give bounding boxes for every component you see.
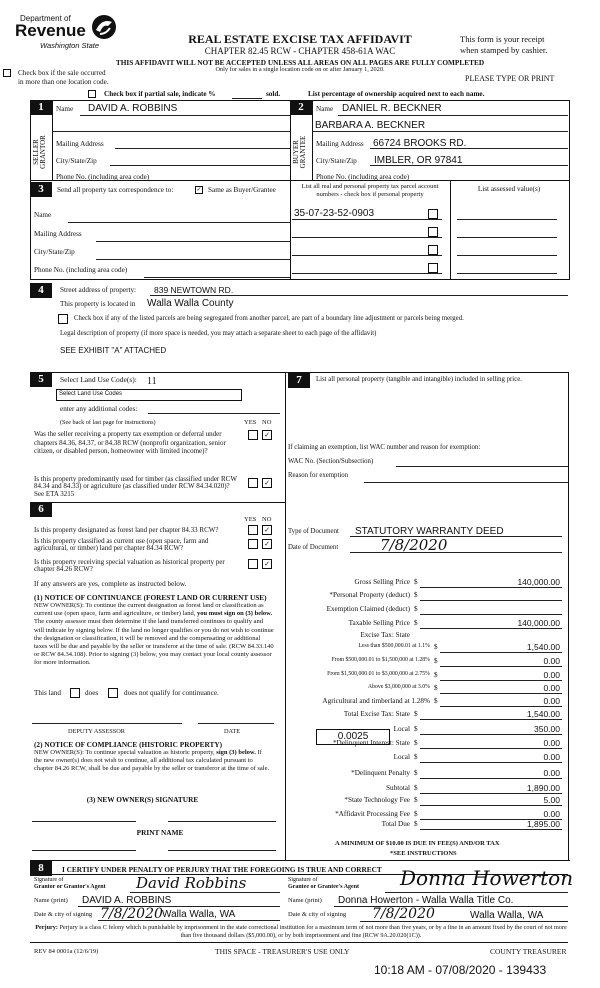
notice-continuance-text: NEW OWNER(S): To continue the current designation as forest land or classification as current use (open space, farm and agriculture, or timber) land, you must sign on (3) below. The county assessor must then determine if the land transferred continues to qualify and will indicate by signing below. If the land no longer qualifies or you do not wish to continue the designation or classification, it will be removed and the compensating or additional taxes will be due and payable by the seller or transferor at the time of sale. (RCW 84.33.140 or RCW 84.34.108). Prior to signing (3) below, you may contact your local county assessor for more information. — [34, 602, 274, 667]
grantor-date-field[interactable]: 7/8/2020 — [100, 906, 163, 922]
does-label: does — [85, 689, 99, 697]
tax-row-label: *State Technology Fee — [344, 796, 410, 804]
street-label: Street address of property: — [60, 286, 137, 294]
parcel-number-field[interactable]: 35-07-23-52-0903 — [294, 208, 375, 219]
if-yes-note: If any answers are yes, complete as instructed below. — [34, 580, 187, 588]
section-4-number: 4 — [30, 283, 52, 298]
seller-phone-label: Phone No. (including area code) — [56, 173, 150, 181]
partial-sale-label: Check box if partial sale, indicate % — [104, 90, 216, 98]
partial-sold-label: sold. — [266, 90, 281, 98]
tax-row-line — [440, 693, 562, 694]
tax-row-line — [420, 628, 562, 629]
grantee-city-field[interactable]: Walla Walla, WA — [470, 910, 544, 921]
buyer-name-field[interactable]: DANIEL R. BECKNER — [342, 103, 442, 114]
buyer-grantee-label: BUYER GRANTEE — [292, 135, 307, 169]
tax-row-value[interactable]: 0.00 — [543, 696, 560, 706]
corr-name-field[interactable] — [68, 222, 290, 223]
tax-row-label: Total Due — [381, 820, 410, 828]
divider — [312, 100, 313, 180]
yes-header: YES — [244, 419, 257, 426]
corr-name-label: Name — [34, 211, 52, 219]
tax-row-value[interactable]: 1,895.00 — [526, 819, 560, 829]
grantor-date-label: Date & city of signing — [34, 911, 93, 918]
doc-type-field[interactable]: STATUTORY WARRANTY DEED — [355, 526, 504, 537]
divider — [52, 100, 53, 180]
dollar-sign: $ — [414, 739, 418, 747]
tax-row-value[interactable]: 350.00 — [534, 724, 560, 734]
tax-row-value[interactable]: 0.00 — [543, 656, 560, 666]
q6-3-yes-checkbox[interactable] — [248, 559, 258, 569]
does-not-checkbox[interactable] — [108, 688, 118, 698]
buyer-phone-label: Phone No. (including area code) — [316, 173, 410, 181]
print-name-label: PRINT NAME — [136, 828, 184, 837]
q5-2-no-checkbox[interactable]: ✓ — [262, 478, 272, 488]
divider — [30, 860, 570, 861]
same-as-buyer-label: Same as Buyer/Grantee — [208, 186, 276, 194]
land-use-label: Select Land Use Code(s): — [60, 375, 137, 384]
perjury-note: Perjury: Perjury is a class C felony which is punishable by imprisonment in the state correctional institution for a maximum term of not more than five years, or by a fine in an amount fixed by the court of not more than five thousand dollars ($5,000.00), or by both imprisonment and fine (RCW 9A.20.020(1C)). — [35, 924, 567, 939]
tax-row-label: *Personal Property (deduct) — [329, 591, 410, 599]
dollar-sign: $ — [414, 820, 418, 828]
tax-row-line — [420, 829, 562, 830]
personal-property-checkbox[interactable] — [428, 209, 438, 219]
land-use-select[interactable] — [56, 389, 242, 401]
section-5-number: 5 — [30, 372, 52, 387]
divider — [450, 180, 451, 280]
receipt-line2: when stamped by cashier. — [460, 45, 548, 55]
notice-compliance-title: (2) NOTICE OF COMPLIANCE (HISTORIC PROPERTY) — [34, 740, 223, 749]
dollar-sign: $ — [414, 578, 418, 586]
yes-header: YES — [244, 516, 257, 523]
deputy-date-field[interactable] — [198, 723, 274, 724]
land-use-code[interactable]: 11 — [147, 376, 157, 387]
tax-row-label: Exemption Claimed (deduct) — [326, 605, 410, 613]
see-back-note: (See back of last page for instructions) — [60, 419, 156, 426]
divider — [568, 372, 569, 860]
no-header: NO — [262, 516, 272, 523]
assessed-value-field[interactable] — [457, 237, 557, 238]
corr-phone-label: Phone No. (including area code) — [34, 266, 128, 274]
personal-property-checkbox[interactable] — [428, 227, 438, 237]
assessed-value-field[interactable] — [457, 255, 557, 256]
tax-row-value[interactable]: 0.00 — [543, 752, 560, 762]
parcel-line — [292, 237, 442, 238]
tax-row-label: Taxable Selling Price — [348, 619, 410, 627]
does-not-label: does not qualify for continuance. — [124, 689, 219, 697]
new-owner-signature-title: (3) NEW OWNER(S) SIGNATURE — [86, 795, 199, 804]
q6-2-yes-checkbox[interactable] — [248, 539, 258, 549]
form-subtitle: CHAPTER 82.45 RCW - CHAPTER 458-61A WAC — [204, 46, 396, 56]
tax-row-line — [420, 778, 562, 779]
receipt-line1: This form is your receipt — [460, 34, 545, 44]
q5-1-yes-checkbox[interactable] — [248, 430, 258, 440]
same-as-buyer-checkbox[interactable]: ✓ — [196, 186, 202, 193]
assessed-value-field[interactable] — [457, 219, 557, 220]
logo-line3: Washington State — [40, 41, 100, 50]
buyer-name-label: Name — [316, 105, 334, 113]
tax-row-line — [420, 614, 562, 615]
dollar-sign: $ — [414, 605, 418, 613]
tax-row-value[interactable]: 140,000.00 — [517, 618, 560, 628]
parcel-line — [292, 219, 442, 220]
corr-city-field[interactable] — [96, 259, 290, 260]
dollar-sign: $ — [414, 796, 418, 804]
tax-row-label: Less than $500,000.01 at 1.1% — [358, 643, 430, 649]
grantor-name-field[interactable]: DAVID A. ROBBINS — [82, 895, 172, 906]
new-owner-signature-2[interactable] — [168, 821, 276, 822]
tax-row-value[interactable]: 0.00 — [543, 809, 560, 819]
q6-2-text: Is this property classified as current use (open space, farm and agricultural, or timber) land per chapter 84.34 RCW? — [34, 537, 209, 553]
tax-row-label: Local — [393, 753, 410, 761]
parcel-line — [292, 255, 442, 256]
tax-row-line — [420, 793, 562, 794]
q5-1-text: Was the seller receiving a property tax exemption or deferral under chapters 84.36, 84.37, or 84.38 RCW (nonprofit organization, senior citizen, or disabled person, homeowner with limited income)? — [34, 430, 226, 456]
q6-1-yes-checkbox[interactable] — [248, 525, 258, 535]
grantee-signature[interactable]: Donna Howerton — [400, 866, 574, 890]
grantee-date-field[interactable]: 7/8/2020 — [372, 906, 435, 922]
grantee-date-label: Date & city of signing — [288, 911, 347, 918]
dollar-sign: $ — [434, 657, 438, 665]
section-3-number: 3 — [30, 182, 52, 197]
divider — [30, 502, 285, 503]
land-use-select-text: Select Land Use Codes — [59, 391, 123, 397]
tax-row-label: Total Excise Tax: State — [343, 710, 410, 718]
seller-name-label: Name — [56, 105, 74, 113]
dollar-sign: $ — [414, 725, 418, 733]
q6-3-no-checkbox[interactable]: ✓ — [262, 559, 272, 569]
segregated-checkbox[interactable] — [58, 314, 68, 324]
dollar-sign: $ — [414, 591, 418, 599]
tax-row-line — [440, 680, 562, 681]
personal-property-checkbox[interactable] — [428, 263, 438, 273]
only-for-text: Only for sales in a single location code on or after January 1, 2020. — [215, 66, 385, 73]
grantee-name-label: Name (print) — [288, 897, 322, 904]
tax-row-label: Subtotal — [386, 784, 410, 792]
tax-row-value[interactable]: 0.00 — [543, 738, 560, 748]
wac-field[interactable] — [396, 466, 568, 467]
notice-continuance-title: (1) NOTICE OF CONTINUANCE (FOREST LAND OR CURRENT USE) — [34, 593, 267, 602]
additional-codes-label: enter any additional codes: — [60, 405, 138, 413]
segregated-label: Check box if any of the listed parcels are being segregated from another parcel, are part of a boundary line adjustment or parcels being merged. — [74, 315, 464, 322]
tax-row-line — [440, 652, 562, 653]
divider — [290, 100, 291, 280]
tax-row-value[interactable]: 1,540.00 — [526, 642, 560, 652]
no-header: NO — [262, 419, 272, 426]
multi-location-label: Check box if the sale occurred — [18, 69, 106, 77]
buyer-mail-field[interactable]: 66724 BROOKS RD. — [373, 138, 467, 149]
q5-1-no-checkbox[interactable]: ✓ — [262, 430, 272, 440]
q6-1-no-checkbox[interactable]: ✓ — [262, 525, 272, 535]
dollar-sign: $ — [414, 753, 418, 761]
q6-2-no-checkbox[interactable]: ✓ — [262, 539, 272, 549]
divider — [30, 942, 568, 943]
see-instructions-note: *SEE INSTRUCTIONS — [390, 850, 457, 857]
dollar-sign: $ — [414, 710, 418, 718]
tax-row-line — [440, 706, 562, 707]
buyer-name2-field[interactable]: BARBARA A. BECKNER — [315, 120, 426, 131]
personal-property-label: List all personal property (tangible and intangible) included in selling price. — [316, 376, 522, 383]
reason-field[interactable] — [364, 482, 568, 483]
q5-2-yes-checkbox[interactable] — [248, 478, 258, 488]
partial-percent-input[interactable] — [232, 98, 262, 99]
tax-row-line — [420, 719, 562, 720]
tax-row-line — [440, 666, 562, 667]
tax-row-value[interactable]: 0.00 — [543, 670, 560, 680]
additional-codes-field[interactable] — [148, 413, 280, 414]
deputy-assessor-label: DEPUTY ASSESSOR — [68, 728, 125, 735]
exemption-label: If claiming an exemption, list WAC number and reason for exemption: — [288, 444, 481, 451]
warning-text: THIS AFFIDAVIT WILL NOT BE ACCEPTED UNLESS ALL AREAS ON ALL PAGES ARE FULLY COMPLETED — [115, 58, 485, 67]
wac-label: WAC No. (Section/Subsection) — [288, 458, 374, 465]
parcel-line — [292, 273, 442, 274]
section-1-number: 1 — [30, 100, 52, 115]
dollar-sign: $ — [434, 671, 438, 679]
grantor-name-label: Name (print) — [34, 897, 68, 904]
seller-city-label: City/State/Zip — [56, 157, 97, 165]
percentage-note: List percentage of ownership acquired next to each name. — [308, 90, 485, 98]
corr-mail-field[interactable] — [96, 241, 290, 242]
print-name-2[interactable] — [168, 850, 276, 851]
dollar-sign: $ — [434, 684, 438, 692]
please-type: PLEASE TYPE OR PRINT — [465, 74, 555, 83]
certify-statement: I CERTIFY UNDER PENALTY OF PERJURY THAT THE FOREGOING IS TRUE AND CORRECT — [62, 865, 382, 874]
assessed-value-field[interactable] — [457, 273, 557, 274]
tax-row-value[interactable]: 1,540.00 — [526, 709, 560, 719]
tax-row-value[interactable]: 5.00 — [543, 795, 560, 805]
does-checkbox[interactable] — [70, 688, 80, 698]
tax-row-label: *Delinquent Penalty — [351, 769, 410, 777]
legal-description-field[interactable]: SEE EXHIBIT "A" ATTACHED — [60, 346, 167, 355]
doc-date-label: Date of Document — [288, 544, 339, 551]
seller-name-field[interactable]: DAVID A. ROBBINS — [88, 103, 178, 114]
form-revision: REV 84 0001a (12/6/19) — [34, 948, 99, 955]
tax-row-line — [420, 734, 562, 735]
tax-row-line — [420, 762, 562, 763]
corr-phone-field[interactable] — [144, 277, 290, 278]
grantee-sig-label: Signature of Grantee or Grantee's Agent — [288, 877, 360, 890]
send-correspondence-label: Send all property tax correspondence to: — [57, 186, 174, 194]
seller-city-field[interactable] — [110, 165, 290, 166]
street-field[interactable]: 839 NEWTOWN RD. — [154, 285, 234, 295]
minimum-due-note: A MINIMUM OF $10.00 IS DUE IN FEE(S) AND/OR TAX — [335, 840, 500, 847]
buyer-mail-label: Mailing Address — [316, 140, 364, 148]
tax-row-line — [420, 805, 562, 806]
grantor-signature[interactable]: David Robbins — [136, 874, 247, 892]
logo-line2: Revenue — [15, 21, 86, 40]
dollar-sign: $ — [414, 619, 418, 627]
tax-row-line — [420, 587, 562, 588]
multi-location-checkbox[interactable] — [3, 69, 11, 77]
seller-mail-field[interactable] — [115, 148, 290, 149]
dollar-sign: $ — [434, 643, 438, 651]
grantor-sig-label: Signature of Grantor or Grantor's Agent — [34, 877, 106, 890]
section-2-number: 2 — [290, 100, 312, 115]
q5-2-text: Is this property predominantly used for timber (as classified under RCW 84.34 and 84.33) or agriculture (as classified under RCW 84.34.020)? See ETA 3215 — [34, 475, 237, 498]
tax-row-label: Gross Selling Price — [354, 578, 410, 586]
tax-row-line — [420, 748, 562, 749]
grantee-name-field[interactable]: Donna Howerton - Walla Walla Title Co. — [338, 895, 514, 906]
logo-line1: Department of — [20, 14, 71, 23]
notice-compliance-text: NEW OWNER(S): To continue special valuation as historic property, sign (3) below. If the new owner(s) does not wish to continue, all additional tax calculated pursuant to chapter 84.26 RCW, shall be due and payable by the seller or transferor at the time of sale. — [34, 749, 270, 773]
section-8-number: 8 — [30, 861, 52, 876]
legal-label: Legal description of property (if more space is needed, you may attach a separate sheet to each page of the affidavit) — [60, 330, 377, 337]
tax-row-label: *Affidavit Processing Fee — [335, 810, 410, 818]
local-rate-value: 0.0025 — [337, 731, 369, 742]
assessed-header: List assessed value(s) — [477, 185, 541, 193]
corr-city-label: City/State/Zip — [34, 248, 75, 256]
county-field[interactable]: Walla Walla County — [147, 298, 234, 309]
section-6-number: 6 — [30, 502, 52, 517]
county-treasurer-label: COUNTY TREASURER — [490, 947, 567, 956]
treasurer-stamp: 10:18 AM - 07/08/2020 - 139433 — [374, 963, 547, 977]
dollar-sign: $ — [414, 769, 418, 777]
print-name-1[interactable] — [32, 850, 136, 851]
buyer-city-label: City/State/Zip — [316, 157, 357, 165]
local-rate-box[interactable] — [316, 729, 390, 745]
buyer-city-field[interactable]: IMBLER, OR 97841 — [374, 155, 463, 166]
tax-row-label: Above $3,000,000 at 3.0% — [367, 684, 430, 690]
deputy-date-label: DATE — [224, 728, 241, 735]
personal-property-checkbox[interactable] — [428, 245, 438, 255]
corr-mail-label: Mailing Address — [34, 230, 82, 238]
reason-label: Reason for exemption — [288, 472, 349, 479]
tax-row-line — [420, 600, 562, 601]
tax-row-label: *Delinquent Interest: State — [332, 739, 410, 747]
dollar-sign: $ — [414, 810, 418, 818]
q6-1-text: Is this property designated as forest land per chapter 84.33 RCW? — [34, 526, 219, 534]
tax-row-value[interactable]: 140,000.00 — [517, 577, 560, 587]
form-title: REAL ESTATE EXCISE TAX AFFIDAVIT — [188, 32, 412, 46]
new-owner-signature-1[interactable] — [32, 821, 136, 822]
tax-row-value[interactable]: 0.00 — [543, 768, 560, 778]
partial-sale-checkbox[interactable] — [88, 90, 96, 98]
seller-mail-label: Mailing Address — [56, 140, 104, 148]
doc-date-field[interactable]: 7/8/2020 — [380, 536, 448, 554]
dollar-sign: $ — [414, 784, 418, 792]
treasurer-space-label: THIS SPACE - TREASURER'S USE ONLY — [215, 947, 350, 956]
tax-row-value[interactable]: 0.00 — [543, 683, 560, 693]
tax-row-label: Agricultural and timberland at 1.28% — [322, 697, 430, 705]
tax-row-label: Excise Tax: State — [360, 631, 410, 639]
section-7-number: 7 — [288, 373, 310, 388]
tax-row-label: From $500,000.01 to $1,500,000 at 1.28% — [331, 657, 430, 663]
seller-grantor-label: SELLER GRANTOR — [32, 135, 47, 169]
dollar-sign: $ — [434, 697, 438, 705]
doc-type-label: Type of Document — [288, 528, 339, 535]
grantor-city-field[interactable]: Walla Walla, WA — [162, 909, 236, 920]
parcel-header: List all real and personal property tax parcel account numbers - check box if personal property — [301, 183, 439, 198]
this-land-label: This land — [34, 689, 61, 697]
deputy-assessor-signature[interactable] — [32, 723, 182, 724]
q6-3-text: Is this property receiving special valuation as historical property per chapter 84.26 RCW? — [34, 558, 225, 574]
tax-row-value[interactable]: 1,890.00 — [526, 783, 560, 793]
located-label: This property is located in — [60, 300, 136, 308]
tax-row-label: From $1,500,000.01 to $3,000,000 at 2.75% — [327, 671, 430, 677]
tax-row-label: Local — [393, 725, 410, 733]
multi-location-label2: in more than one location code. — [18, 78, 109, 86]
